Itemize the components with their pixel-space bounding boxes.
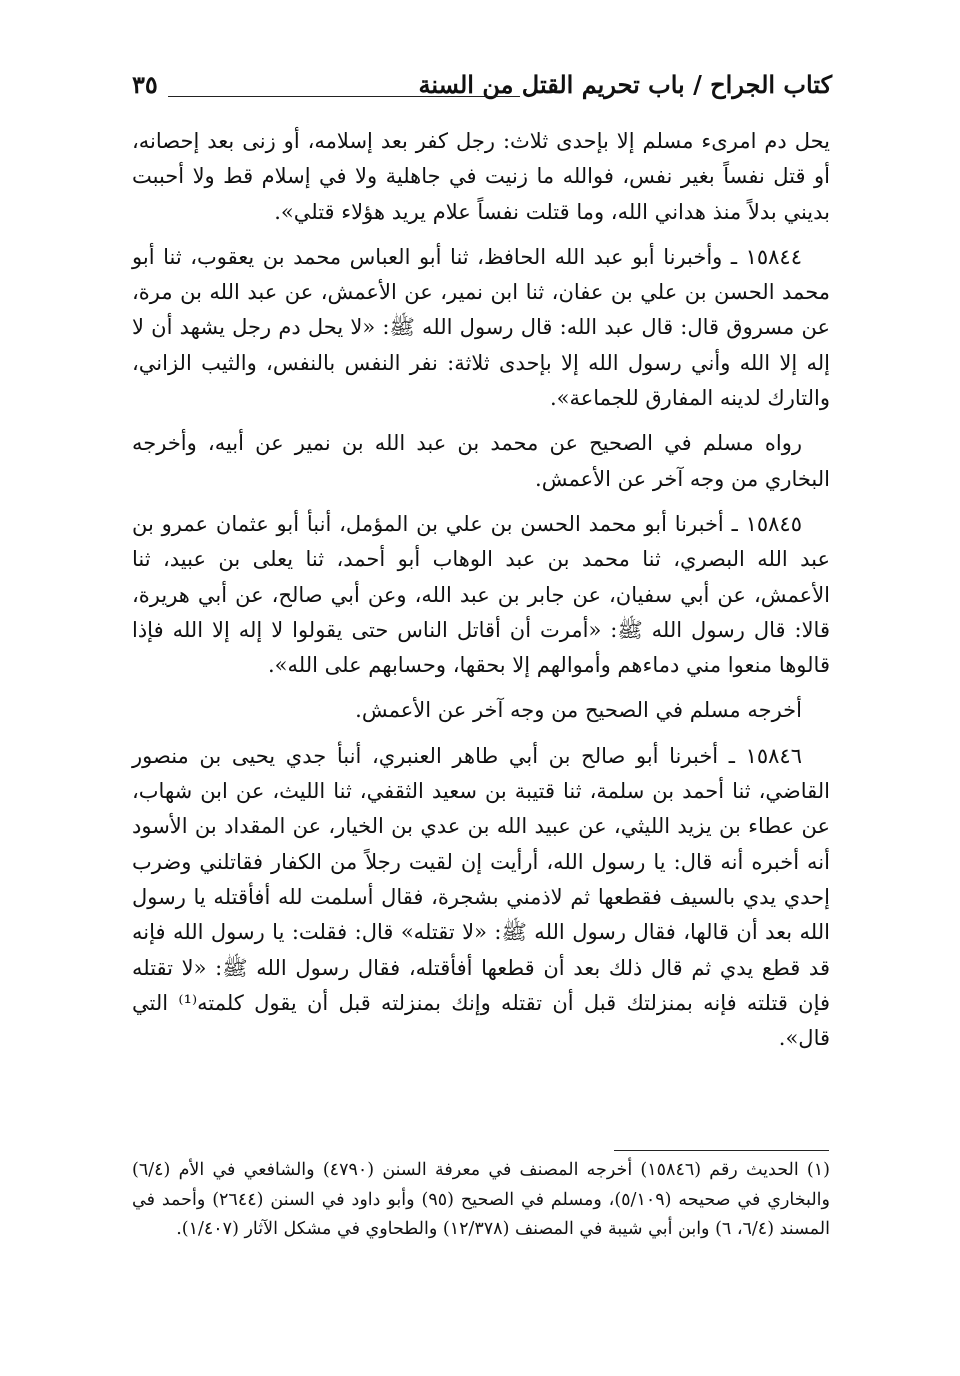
hadith-15845: ١٥٨٤٥ ـ أخبرنا أبو محمد الحسن بن علي بن المؤمل، أنبأ أبو عثمان عمرو بن عبد الله البصري، ثنا محمد بن عبد الوهاب أبو أحمد، ثنا يعلى بن عبيد، ثنا الأعمش، عن أبي سفيان، عن جابر بن عبد الله، وعن أبي صالح، عن أبي هريرة، قالا: قال رسول الله ﷺ: «أمرت أن أقاتل الناس حتى يقولوا لا إله إلا الله فإذا قالوها منعوا مني دماءهم وأموالهم إلا بحقها، وحسابهم على الله». [132,511,830,678]
footnote-rule [614,1150,829,1151]
hadith-15846: ١٥٨٤٦ ـ أخبرنا أبو صالح بن أبي طاهر العنبري، أنبأ جدي يحيى بن منصور القاضي، ثنا أحمد بن سلمة، ثنا قتيبة بن سعيد الثقفي، ثنا الليث، عن ابن شهاب، عن عطاء بن يزيد الليثي، عن عبيد الله بن عدي بن الخيار، عن المقداد بن الأسود أنه أخبره أنه قال: يا رسول الله، أرأيت إن لقيت رجلاً من الكفار فقاتلني وضرب إحدي يدي بالسيف فقطعها ثم لاذمني بشجرة، فقال أسلمت لله أفأقتله يا رسول الله بعد أن قالها، فقال رسول الله ﷺ: «لا تقتله» قال: فقلت: يا رسول الله فإنه قد قطع يدي ثم قال ذلك بعد أن قطعها أفأقتله، فقال رسول الله ﷺ: «لا تقتله فإن قتلته فإنه بمنزلتك قبل أن تقتله وإنك بمنزلته قبل أن يقول كلمته⁽¹⁾ التي قال». [132,743,831,1051]
commentary-15844: رواه مسلم في الصحيح عن محمد بن عبد الله بن نمير عن أبيه، وأخرجه البخاري من وجه آخر عن الأعمش. [132,431,830,491]
footnote-1: (١) الحديث رقم (١٥٨٤٦) أخرجه المصنف في معرفة السنن (٤٧٩٠) والشافعي في الأم (٦/٤) والبخاري في صحيحه (٥/١٠٩)، ومسلم في الصحيح (٩٥) وأبو داود في السنن (٢٦٤٤) وأحمد في المسند (٦/٤، ٦) وابن أبي شيبة في المصنف (١٢/٣٧٨) والطحاوي في مشكل الآثار (١/٤٠٧). [132,1160,830,1239]
header-rule [168,96,520,97]
hadith-15844: ١٥٨٤٤ ـ وأخبرنا أبو عبد الله الحافظ، ثنا أبو العباس محمد بن يعقوب، ثنا أبو محمد الحسن بن علي بن عفان، ثنا ابن نمير، عن الأعمش، عن عبد الله بن مرة، عن مسروق قال: قال عبد الله: قال رسول الله ﷺ: «لا يحل دم رجل يشهد أن لا إله إلا الله وأني رسول الله إلا بإحدى ثلاثة: نفر النفس بالنفس، والثيب الزاني، والتارك لدينه المفارق للجماعة». [132,244,830,411]
footnote [132,1156,830,1245]
main-text [132,124,830,1056]
commentary-15845: أخرجه مسلم في الصحيح من وجه آخر عن الأعمش. [355,698,802,723]
running-title: كتاب الجراح / باب تحريم القتل من السنة [418,70,832,99]
paragraph-continuation: يحل دم امرىء مسلم إلا بإحدى ثلاث: رجل كفر بعد إسلامه، أو زنى بعد إحصانه، أو قتل نفساً بغير نفس، فوالله ما زنيت في جاهلية ولا في إسلام قط ولا أحببت بديني بدلاً منذ هداني الله، وما قتلت نفساً علام يريد هؤلاء قتلي». [132,129,830,224]
running-header [130,64,830,108]
page-number: ٣٥ [132,70,158,99]
